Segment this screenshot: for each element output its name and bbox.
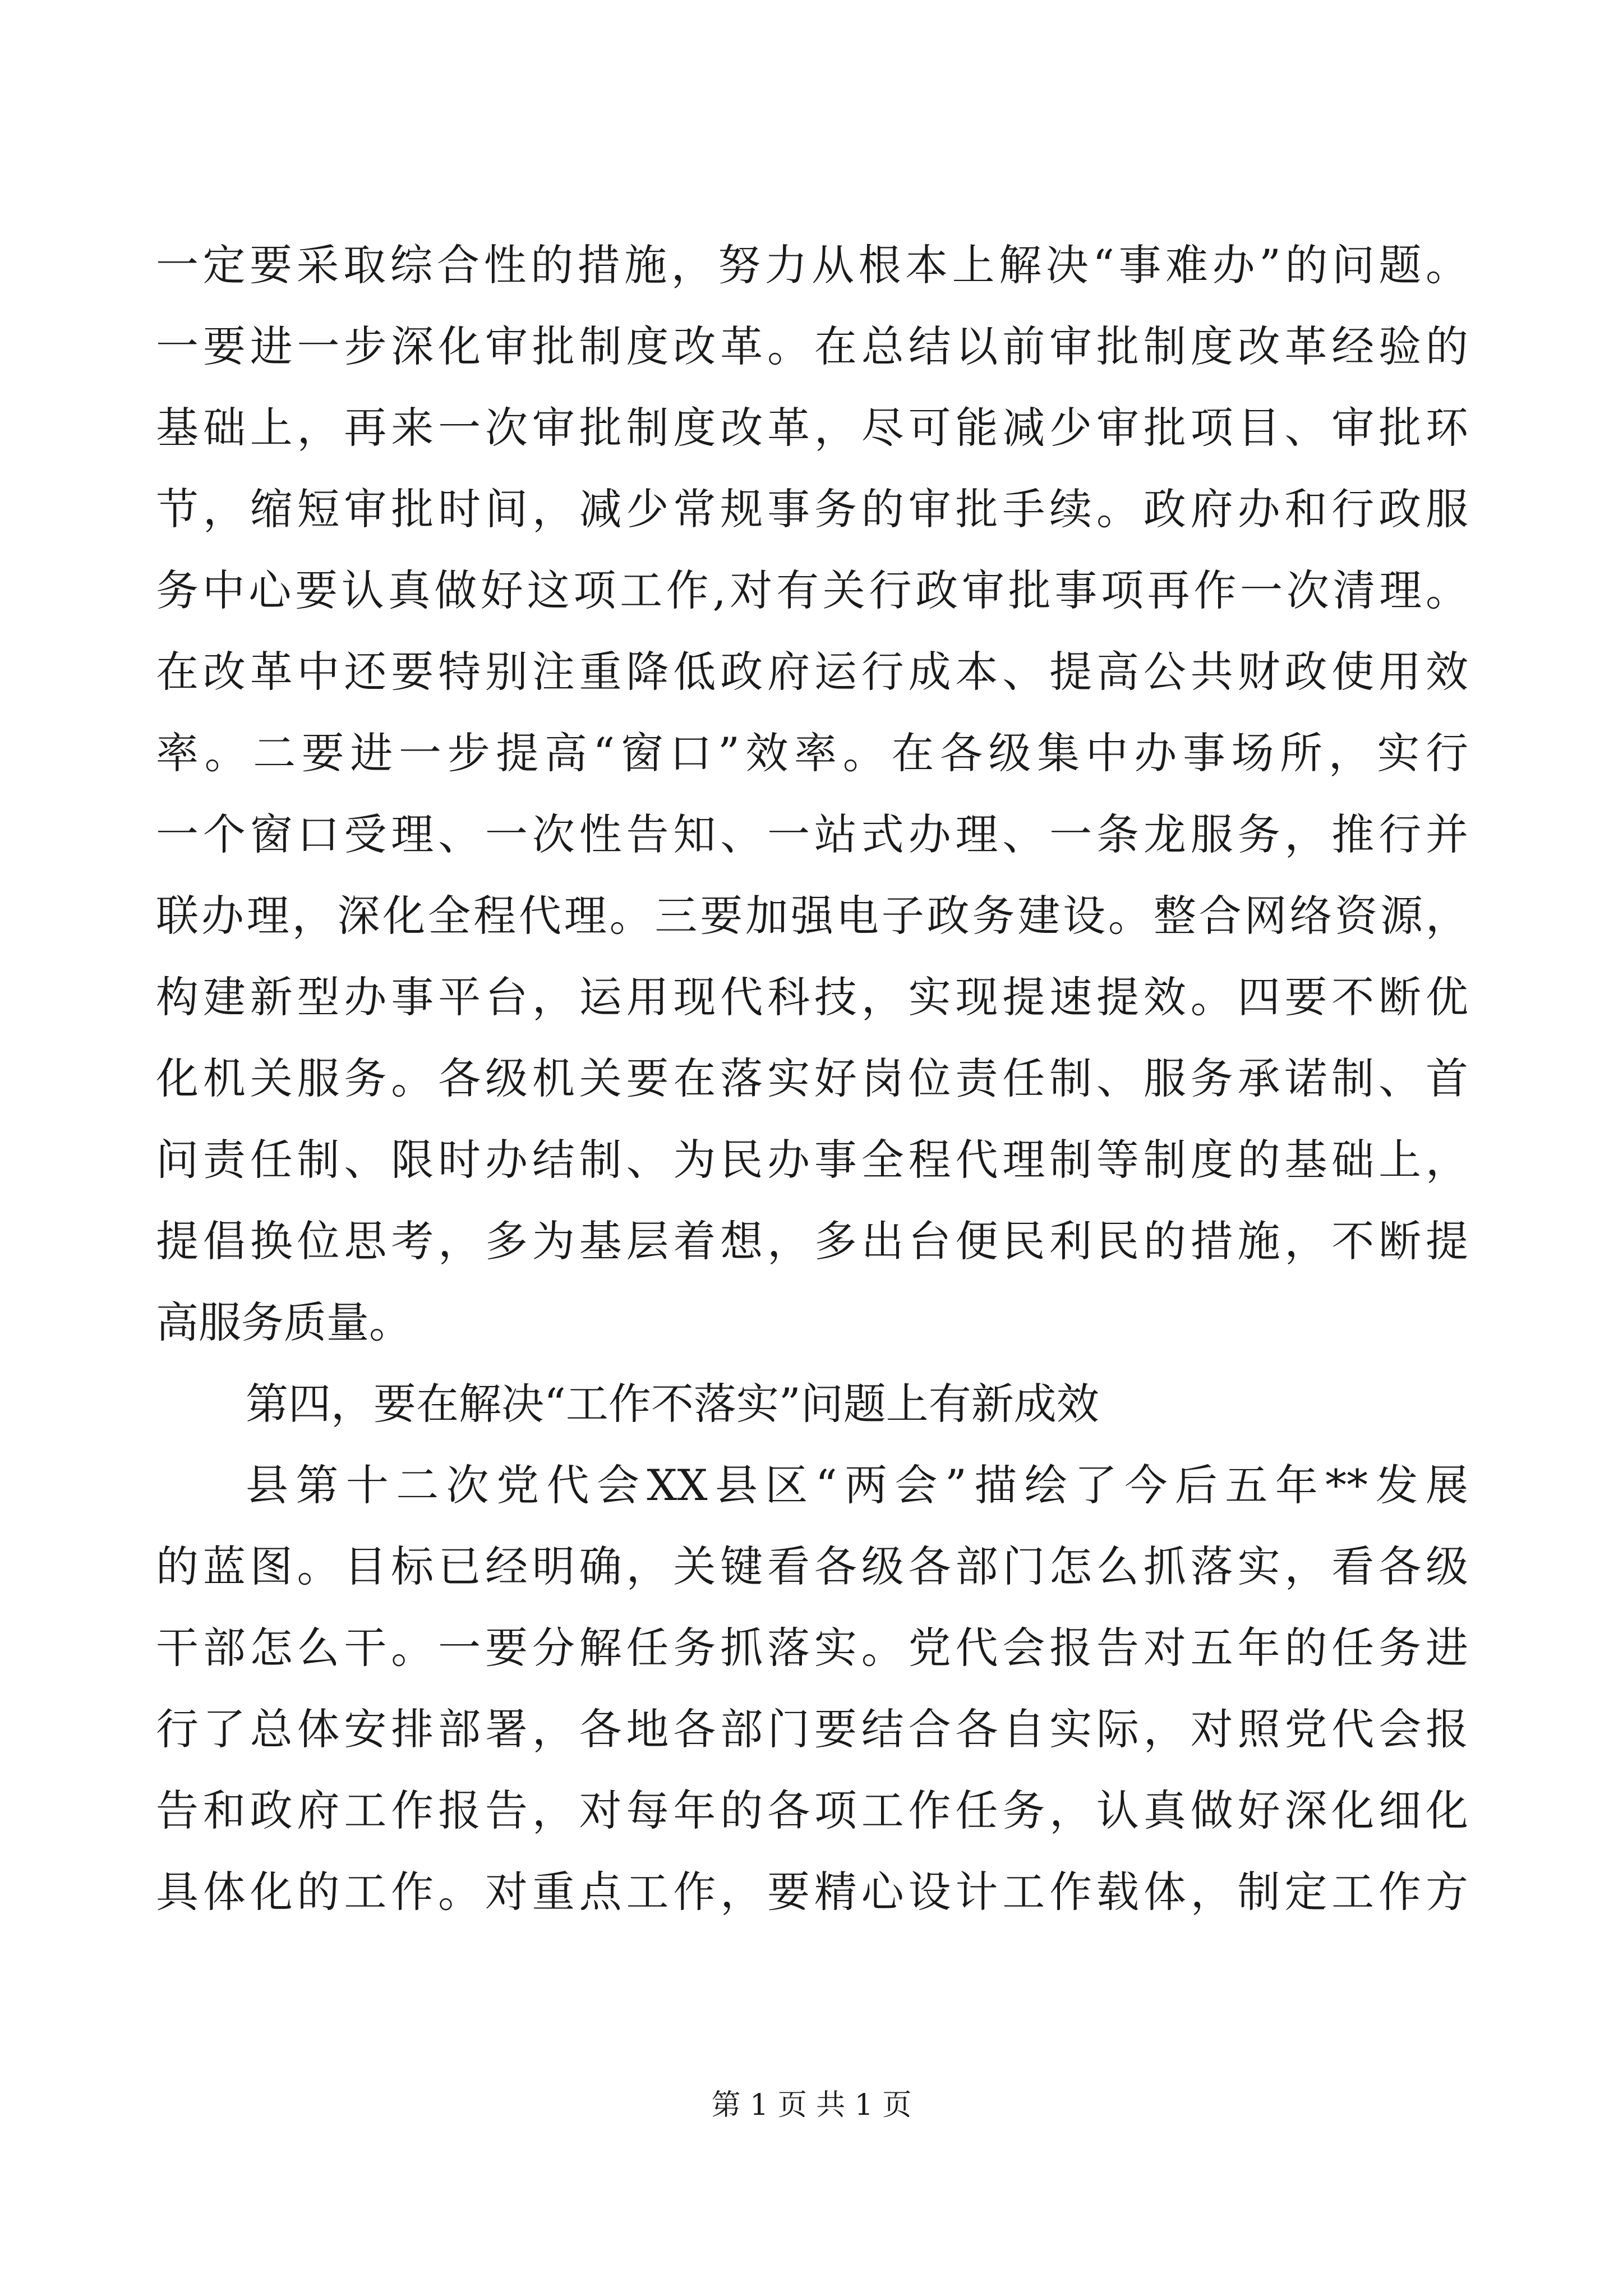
text-line: 的蓝图。目标已经明确，关键看各级各部门怎么抓落实，看各级 xyxy=(156,1542,1468,1591)
body-text xyxy=(156,224,1468,1932)
text-line: 干部怎么干。一要分解任务抓落实。党代会报告对五年的任务进 xyxy=(156,1623,1468,1673)
section-heading: 第四，要在解决“工作不落实”问题上有新成效 xyxy=(246,1379,1099,1429)
text-line: 化机关服务。各级机关要在落实好岗位责任制、服务承诺制、首 xyxy=(156,1053,1468,1103)
text-line: 务中心要认真做好这项工作,对有关行政审批事项再作一次清理。 xyxy=(156,565,1468,615)
text-line: 一定要采取综合性的措施，努力从根本上解决“事难办”的问题。 xyxy=(156,240,1468,290)
text-line: 告和政府工作报告，对每年的各项工作任务，认真做好深化细化 xyxy=(156,1786,1468,1835)
text-line: 基础上，再来一次审批制度改革，尽可能减少审批项目、审批环 xyxy=(156,403,1468,453)
text-line: 县第十二次党代会XX县区“两会”描绘了今后五年**发展 xyxy=(246,1460,1468,1510)
text-line: 率。二要进一步提高“窗口”效率。在各级集中办事场所，实行 xyxy=(156,728,1468,778)
page-number: 第 1 页 共 1 页 xyxy=(711,2088,912,2122)
text-line: 联办理，深化全程代理。三要加强电子政务建设。整合网络资源， xyxy=(156,891,1468,941)
text-line: 具体化的工作。对重点工作，要精心设计工作载体，制定工作方 xyxy=(156,1867,1468,1917)
text-line: 节，缩短审批时间，减少常规事务的审批手续。政府办和行政服 xyxy=(156,484,1468,534)
text-line: 构建新型办事平台，运用现代科技，实现提速提效。四要不断优 xyxy=(156,972,1468,1022)
page-footer xyxy=(0,2081,1623,2123)
text-line: 提倡换位思考，多为基层着想，多出台便民利民的措施，不断提 xyxy=(156,1216,1468,1266)
text-line: 问责任制、限时办结制、为民办事全程代理制等制度的基础上， xyxy=(156,1135,1468,1185)
text-line: 一要进一步深化审批制度改革。在总结以前审批制度改革经验的 xyxy=(156,321,1468,371)
text-line: 行了总体安排部署，各地各部门要结合各自实际，对照党代会报 xyxy=(156,1704,1468,1754)
text-line: 一个窗口受理、一次性告知、一站式办理、一条龙服务，推行并 xyxy=(156,809,1468,859)
text-line: 在改革中还要特别注重降低政府运行成本、提高公共财政使用效 xyxy=(156,647,1468,697)
text-line: 高服务质量。 xyxy=(156,1297,412,1347)
